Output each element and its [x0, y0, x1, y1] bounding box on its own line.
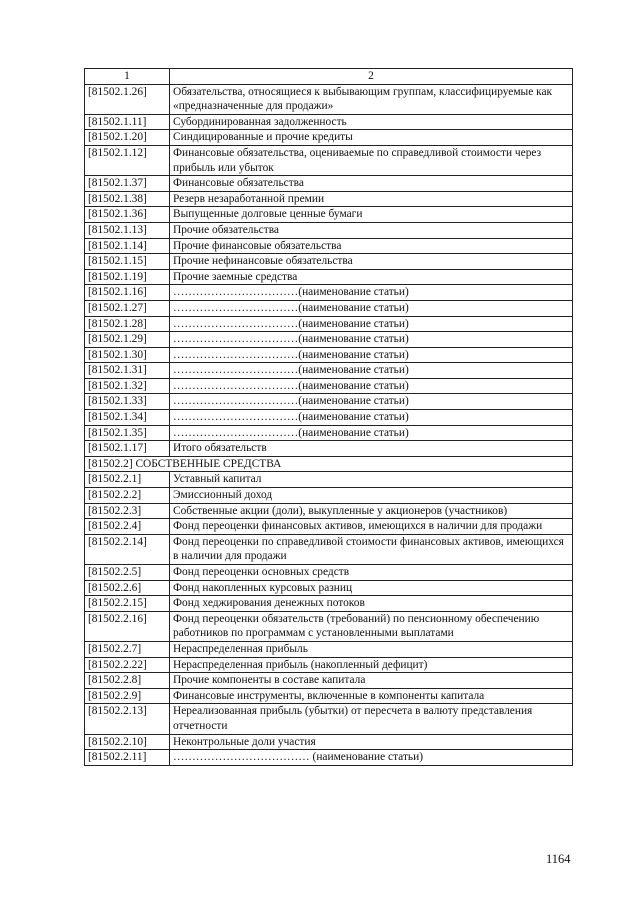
item-description: Резерв незаработанной премии	[170, 191, 573, 207]
item-code: [81502.2.14]	[85, 534, 170, 564]
item-code: [81502.1.15]	[85, 254, 170, 270]
item-description: Фонд переоценки финансовых активов, имеющихся в наличии для продажи	[170, 519, 573, 535]
table-row	[85, 750, 573, 766]
table-row	[85, 611, 573, 641]
column-2-header: 2	[170, 69, 573, 85]
item-description: ……………………………(наименование статьи)	[170, 378, 573, 394]
item-description: ……………………………(наименование статьи)	[170, 425, 573, 441]
item-code: [81502.2.5]	[85, 565, 170, 581]
item-description: Прочие компоненты в составе капитала	[170, 673, 573, 689]
item-description: Нераспределенная прибыль (накопленный дефицит)	[170, 657, 573, 673]
table-row	[85, 410, 573, 426]
item-description: ……………………………(наименование статьи)	[170, 363, 573, 379]
item-code: [81502.1.33]	[85, 394, 170, 410]
item-code: [81502.2.11]	[85, 750, 170, 766]
table-row	[85, 207, 573, 223]
item-code: [81502.1.30]	[85, 347, 170, 363]
item-description: Выпущенные долговые ценные бумаги	[170, 207, 573, 223]
item-code: [81502.1.14]	[85, 238, 170, 254]
item-description: Собственные акции (доли), выкупленные у акционеров (участников)	[170, 503, 573, 519]
item-code: [81502.1.34]	[85, 410, 170, 426]
item-code: [81502.2.16]	[85, 611, 170, 641]
item-code: [81502.1.38]	[85, 191, 170, 207]
table-row	[85, 441, 573, 457]
item-code: [81502.1.32]	[85, 378, 170, 394]
item-code: [81502.2.2]	[85, 488, 170, 504]
item-description: ……………………………(наименование статьи)	[170, 300, 573, 316]
table-row	[85, 176, 573, 192]
table-row	[85, 300, 573, 316]
table-row	[85, 580, 573, 596]
item-code: [81502.1.29]	[85, 332, 170, 348]
item-description: Прочие обязательства	[170, 222, 573, 238]
item-description: Субординированная задолженность	[170, 114, 573, 130]
item-code: [81502.2.6]	[85, 580, 170, 596]
table-row	[85, 472, 573, 488]
table-row	[85, 503, 573, 519]
page-number: 1164	[546, 852, 571, 866]
table-row	[85, 734, 573, 750]
item-description: Фонд переоценки по справедливой стоимости финансовых активов, имеющихся в наличии для продажи	[170, 534, 573, 564]
item-description: Фонд переоценки основных средств	[170, 565, 573, 581]
item-description: Обязательства, относящиеся к выбывающим группам, классифицируемые как «предназначенные для продажи»	[170, 84, 573, 114]
item-code: [81502.1.11]	[85, 114, 170, 130]
item-description: ……………………………(наименование статьи)	[170, 332, 573, 348]
item-code: [81502.1.13]	[85, 222, 170, 238]
item-description: Прочие заемные средства	[170, 269, 573, 285]
item-code: [81502.1.17]	[85, 441, 170, 457]
table-body	[85, 69, 573, 766]
item-description: Фонд хеджирования денежных потоков	[170, 596, 573, 612]
table-row	[85, 425, 573, 441]
item-description: Нераспределенная прибыль	[170, 641, 573, 657]
item-code: [81502.1.20]	[85, 130, 170, 146]
item-code: [81502.1.27]	[85, 300, 170, 316]
table-row	[85, 222, 573, 238]
item-description: ……………………………… (наименование статьи)	[170, 750, 573, 766]
table-row	[85, 394, 573, 410]
item-code: [81502.1.28]	[85, 316, 170, 332]
table-row	[85, 145, 573, 175]
item-description: Уставный капитал	[170, 472, 573, 488]
table-row	[85, 596, 573, 612]
table-row	[85, 534, 573, 564]
item-description: ……………………………(наименование статьи)	[170, 347, 573, 363]
item-description: Прочие нефинансовые обязательства	[170, 254, 573, 270]
table-row	[85, 363, 573, 379]
table-row	[85, 565, 573, 581]
item-code: [81502.2.7]	[85, 641, 170, 657]
section-title: [81502.2] СОБСТВЕННЫЕ СРЕДСТВА	[85, 456, 573, 472]
item-description: Синдицированные и прочие кредиты	[170, 130, 573, 146]
item-description: ……………………………(наименование статьи)	[170, 394, 573, 410]
item-code: [81502.1.19]	[85, 269, 170, 285]
item-code: [81502.2.3]	[85, 503, 170, 519]
item-code: [81502.1.35]	[85, 425, 170, 441]
item-description: Неконтрольные доли участия	[170, 734, 573, 750]
item-code: [81502.2.13]	[85, 704, 170, 734]
item-description: Итого обязательств	[170, 441, 573, 457]
balance-items-table	[84, 68, 573, 766]
item-description: Финансовые обязательства, оцениваемые по справедливой стоимости через прибыль или убыток	[170, 145, 573, 175]
table-row	[85, 285, 573, 301]
item-code: [81502.1.16]	[85, 285, 170, 301]
table-row	[85, 378, 573, 394]
item-code: [81502.1.12]	[85, 145, 170, 175]
table-row	[85, 519, 573, 535]
item-description: Фонд переоценки обязательств (требований) по пенсионному обеспечению работников по программам с установленными выплатами	[170, 611, 573, 641]
table-row	[85, 84, 573, 114]
item-description: Фонд накопленных курсовых разниц	[170, 580, 573, 596]
table-row	[85, 254, 573, 270]
item-description: ……………………………(наименование статьи)	[170, 410, 573, 426]
section-header-row	[85, 456, 573, 472]
item-description: ……………………………(наименование статьи)	[170, 285, 573, 301]
item-code: [81502.2.8]	[85, 673, 170, 689]
table-row	[85, 488, 573, 504]
item-description: Финансовые обязательства	[170, 176, 573, 192]
item-code: [81502.1.36]	[85, 207, 170, 223]
item-code: [81502.1.37]	[85, 176, 170, 192]
table-row	[85, 673, 573, 689]
item-description: Эмиссионный доход	[170, 488, 573, 504]
item-description: Финансовые инструменты, включенные в компоненты капитала	[170, 688, 573, 704]
item-code: [81502.2.9]	[85, 688, 170, 704]
item-code: [81502.2.1]	[85, 472, 170, 488]
table-row	[85, 347, 573, 363]
item-description: ……………………………(наименование статьи)	[170, 316, 573, 332]
item-code: [81502.2.22]	[85, 657, 170, 673]
item-code: [81502.1.26]	[85, 84, 170, 114]
table-row	[85, 114, 573, 130]
item-code: [81502.1.31]	[85, 363, 170, 379]
table-row	[85, 130, 573, 146]
table-row	[85, 704, 573, 734]
table-row	[85, 657, 573, 673]
item-code: [81502.2.4]	[85, 519, 170, 535]
item-description: Прочие финансовые обязательства	[170, 238, 573, 254]
table-row	[85, 641, 573, 657]
column-1-header: 1	[85, 69, 170, 85]
table-row	[85, 191, 573, 207]
item-code: [81502.2.10]	[85, 734, 170, 750]
table-row	[85, 688, 573, 704]
item-code: [81502.2.15]	[85, 596, 170, 612]
table-row	[85, 332, 573, 348]
table-row	[85, 269, 573, 285]
item-description: Нереализованная прибыль (убытки) от пересчета в валюту представления отчетности	[170, 704, 573, 734]
table-header-row	[85, 69, 573, 85]
table-row	[85, 238, 573, 254]
table-row	[85, 316, 573, 332]
